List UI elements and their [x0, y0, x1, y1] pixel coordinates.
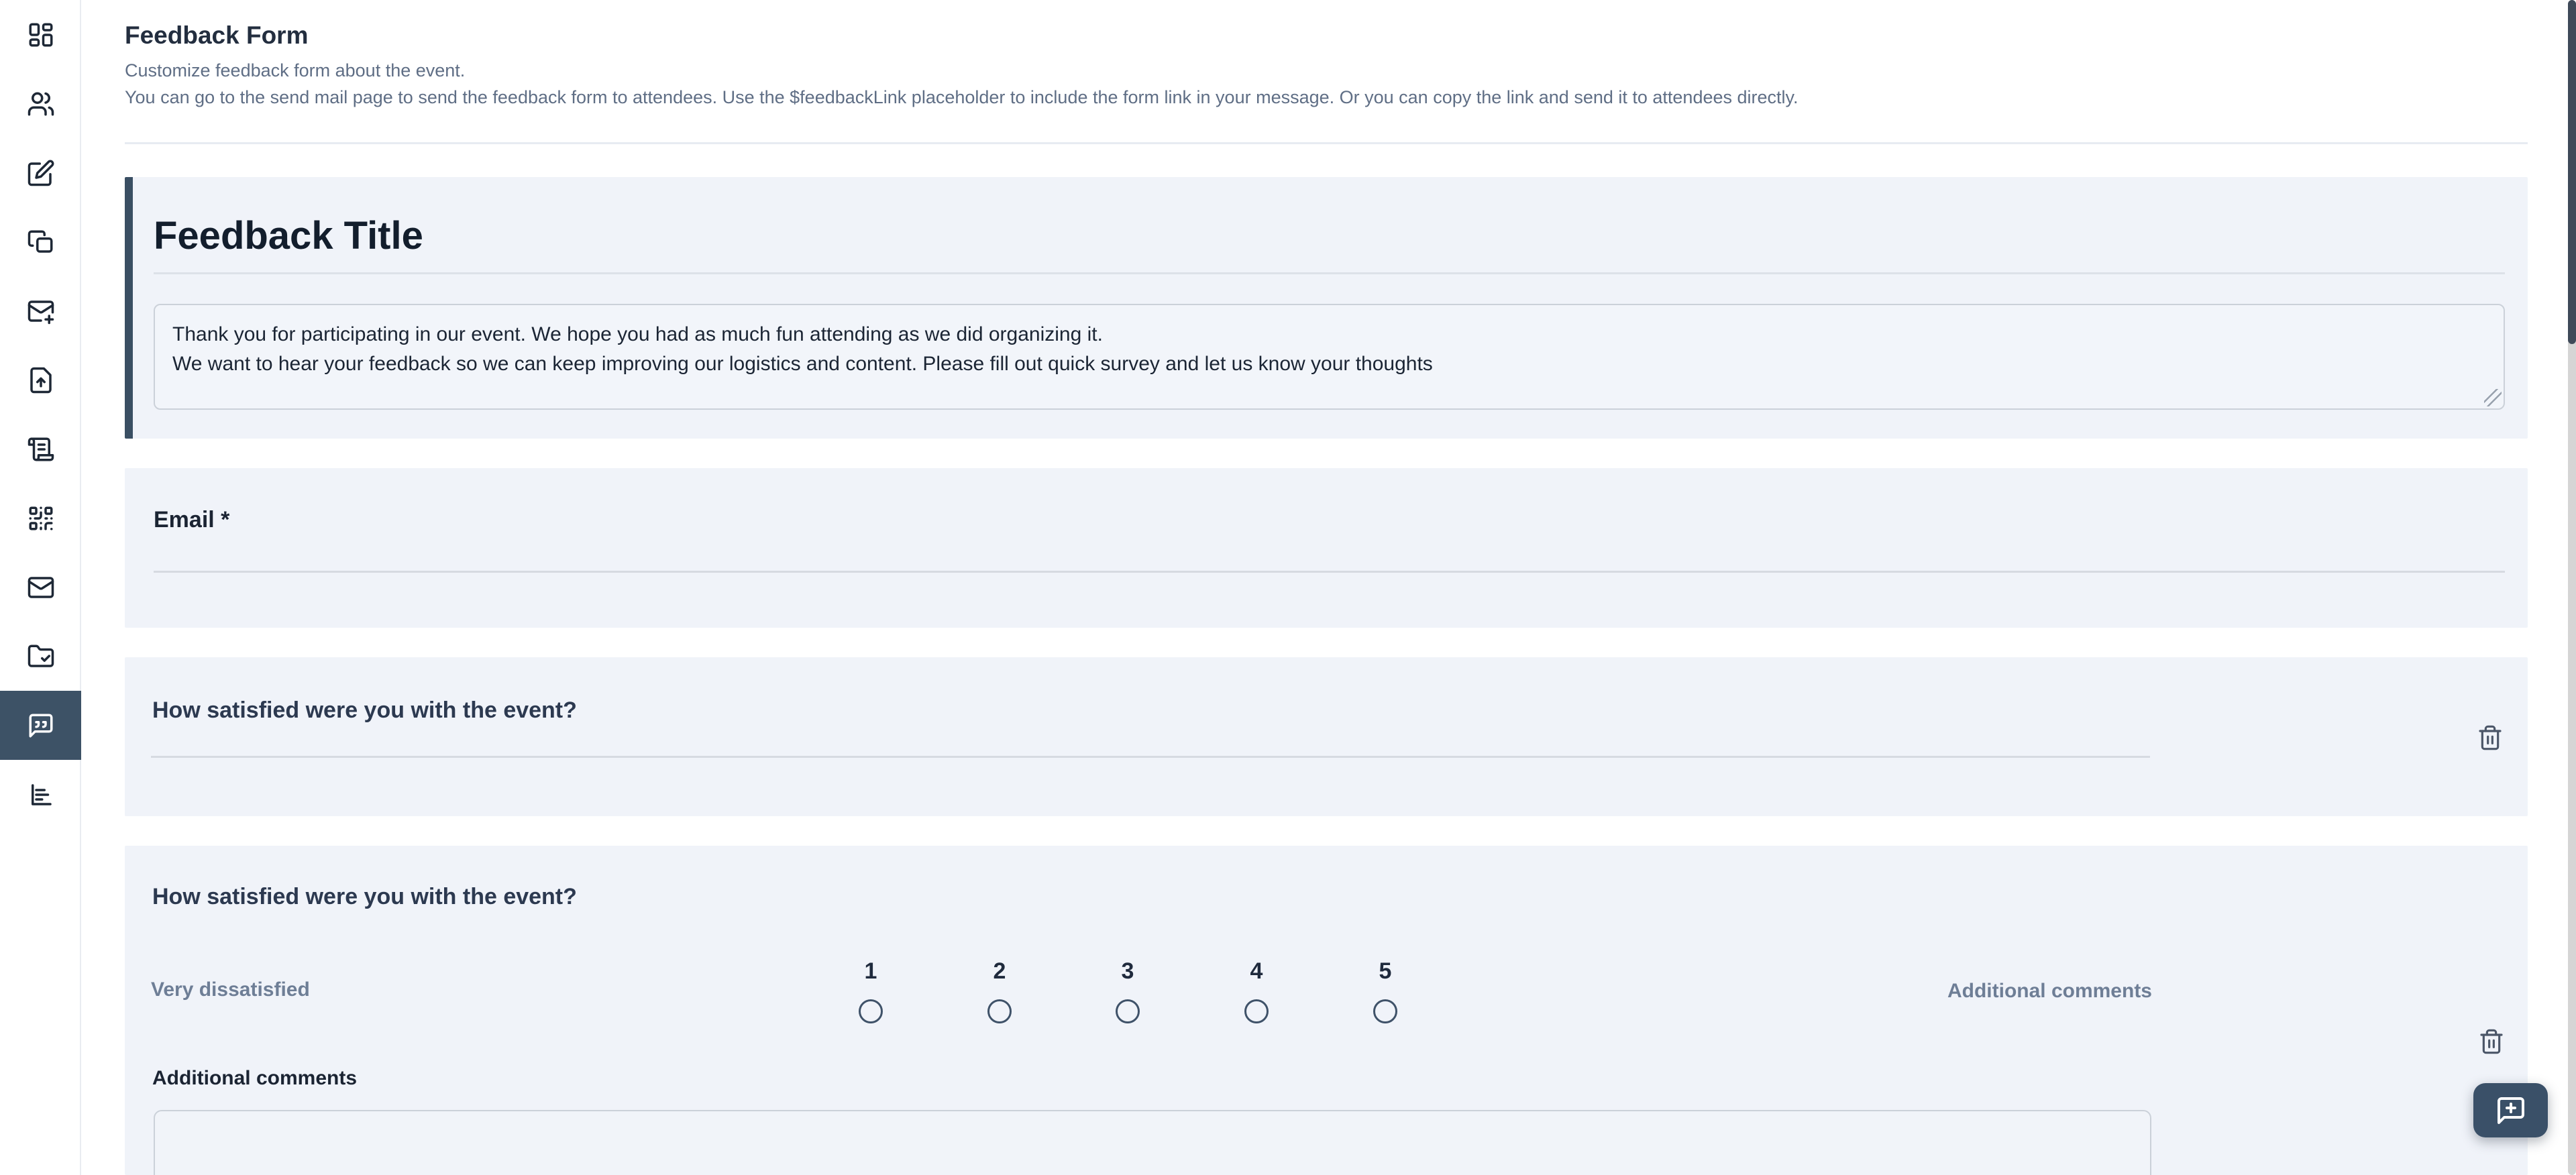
users-icon: [27, 90, 55, 118]
feedback-quote-icon: [27, 712, 55, 740]
sidebar-item-copy[interactable]: [0, 207, 81, 276]
sidebar-item-qr-code[interactable]: [0, 484, 81, 553]
delete-rating-question-button[interactable]: [2477, 1025, 2506, 1058]
dashboard-icon: [27, 21, 55, 49]
qr-code-icon: [27, 504, 55, 533]
scrollbar-thumb[interactable]: [2568, 0, 2576, 344]
email-answer-input[interactable]: [154, 543, 2505, 573]
email-label: Email *: [154, 507, 230, 533]
rating-left-label: Very dissatisfied: [151, 978, 310, 1001]
page-description: You can go to the send mail page to send the feedback form to attendees. Use the $feedbackLink placeholder to include the form link in your message. Or you can copy the link and send it to attendees directly.: [125, 87, 1799, 107]
rating-number: 2: [993, 958, 1006, 984]
mail-icon: [27, 573, 55, 602]
sidebar-item-upload[interactable]: [0, 345, 81, 414]
additional-comments-label: Additional comments: [152, 1067, 358, 1089]
question-label: How satisfied were you with the event?: [152, 697, 577, 723]
sidebar-item-stats[interactable]: [0, 760, 81, 829]
rating-number: 1: [864, 958, 877, 984]
sidebar-item-edit[interactable]: [0, 138, 81, 207]
sidebar-item-send-mail[interactable]: [0, 276, 81, 345]
feedback-title-input[interactable]: [154, 213, 2481, 258]
rating-radio-2[interactable]: [987, 999, 1012, 1023]
rating-number: 4: [1250, 958, 1263, 984]
delete-question-button[interactable]: [2475, 722, 2505, 754]
copy-icon: [27, 228, 55, 256]
rating-question-label: How satisfied were you with the event?: [152, 884, 577, 909]
feedback-title-card: [125, 177, 2528, 439]
rating-number: 5: [1379, 958, 1392, 984]
sidebar-item-receipts[interactable]: [0, 414, 81, 484]
header-divider: [125, 142, 2528, 144]
feedback-description-textarea[interactable]: [154, 304, 2505, 410]
mail-plus-icon: [27, 297, 55, 325]
trash-icon: [2478, 1028, 2505, 1055]
email-card: [125, 468, 2528, 628]
sidebar-item-files[interactable]: [0, 622, 81, 691]
feedback-title-underline: [154, 272, 2505, 274]
rating-radio-4[interactable]: [1244, 999, 1269, 1023]
message-square-plus-icon: [2495, 1095, 2527, 1127]
sidebar-item-dashboard[interactable]: [0, 0, 81, 69]
sidebar-item-attendees[interactable]: [0, 69, 81, 138]
file-upload-icon: [27, 366, 55, 394]
rating-radio-1[interactable]: [859, 999, 883, 1023]
add-feedback-question-button[interactable]: [2473, 1083, 2548, 1137]
sidebar-item-mail[interactable]: [0, 553, 81, 622]
rating-right-label: Additional comments: [1947, 980, 2152, 1002]
page-subtitle: Customize feedback form about the event.: [125, 60, 466, 80]
feedback-description-wrap: [154, 304, 2505, 410]
sidebar-item-feedback[interactable]: [0, 691, 81, 760]
question-card: [125, 657, 2528, 816]
edit-icon: [27, 159, 55, 187]
folder-check-icon: [27, 642, 55, 671]
rating-radio-5[interactable]: [1373, 999, 1397, 1023]
page-title: Feedback Form: [125, 21, 309, 49]
trash-icon: [2477, 724, 2504, 751]
rating-radio-3[interactable]: [1116, 999, 1140, 1023]
question-answer-input[interactable]: [151, 728, 2150, 758]
additional-comments-wrap: [154, 1110, 2151, 1175]
rating-number: 3: [1121, 958, 1134, 984]
receipt-icon: [27, 435, 55, 463]
rating-question-card: [125, 846, 2528, 1175]
sidebar: [0, 0, 81, 1175]
additional-comments-textarea[interactable]: [154, 1110, 2151, 1175]
stats-chart-icon: [27, 781, 55, 809]
